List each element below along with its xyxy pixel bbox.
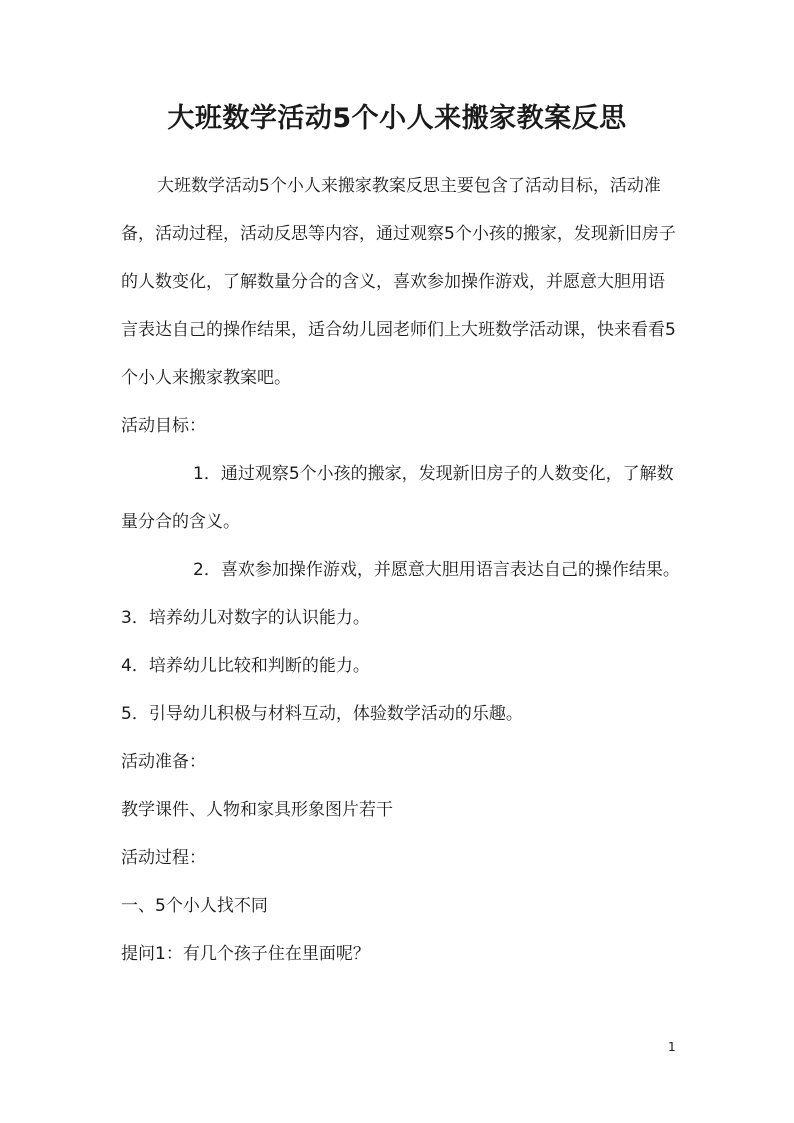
document-title: 大班数学活动5个小人来搬家教案反思 bbox=[167, 103, 627, 134]
goal-item-5: 5．引导幼儿积极与材料互动，体验数学活动的乐趣。 bbox=[121, 704, 523, 724]
goal-item-4: 4．培养幼儿比较和判断的能力。 bbox=[121, 656, 370, 676]
goal-item-3: 3．培养幼儿对数字的认识能力。 bbox=[121, 608, 370, 628]
goal-item-1: 1．通过观察5个小孩的搬家，发现新旧房子的人数变化，了解数量分合的含义。 bbox=[121, 464, 674, 532]
page-number: 1 bbox=[668, 1040, 676, 1054]
prep-text: 教学课件、人物和家具形象图片若干 bbox=[121, 800, 393, 820]
section1-heading: 一、5个小人找不同 bbox=[121, 896, 268, 916]
document-body bbox=[121, 162, 681, 978]
process-heading: 活动过程： bbox=[121, 848, 206, 868]
prep-heading: 活动准备： bbox=[121, 752, 206, 772]
intro-paragraph: 大班数学活动5个小人来搬家教案反思主要包含了活动目标，活动准备，活动过程，活动反思等内容，通过观察5个小孩的搬家，发现新旧房子的人数变化，了解数量分合的含义，喜欢参加操作游戏，并愿意大胆用语言表达自己的操作结果，适合幼儿园老师们上大班数学活动课，快来看看5个小人来搬家教案吧。 bbox=[121, 176, 676, 388]
goal-item-2: 2．喜欢参加操作游戏，并愿意大胆用语言表达自己的操作结果。 bbox=[193, 560, 680, 580]
goals-heading: 活动目标： bbox=[121, 416, 206, 436]
question-1: 提问1：有几个孩子住在里面呢？ bbox=[121, 944, 370, 964]
